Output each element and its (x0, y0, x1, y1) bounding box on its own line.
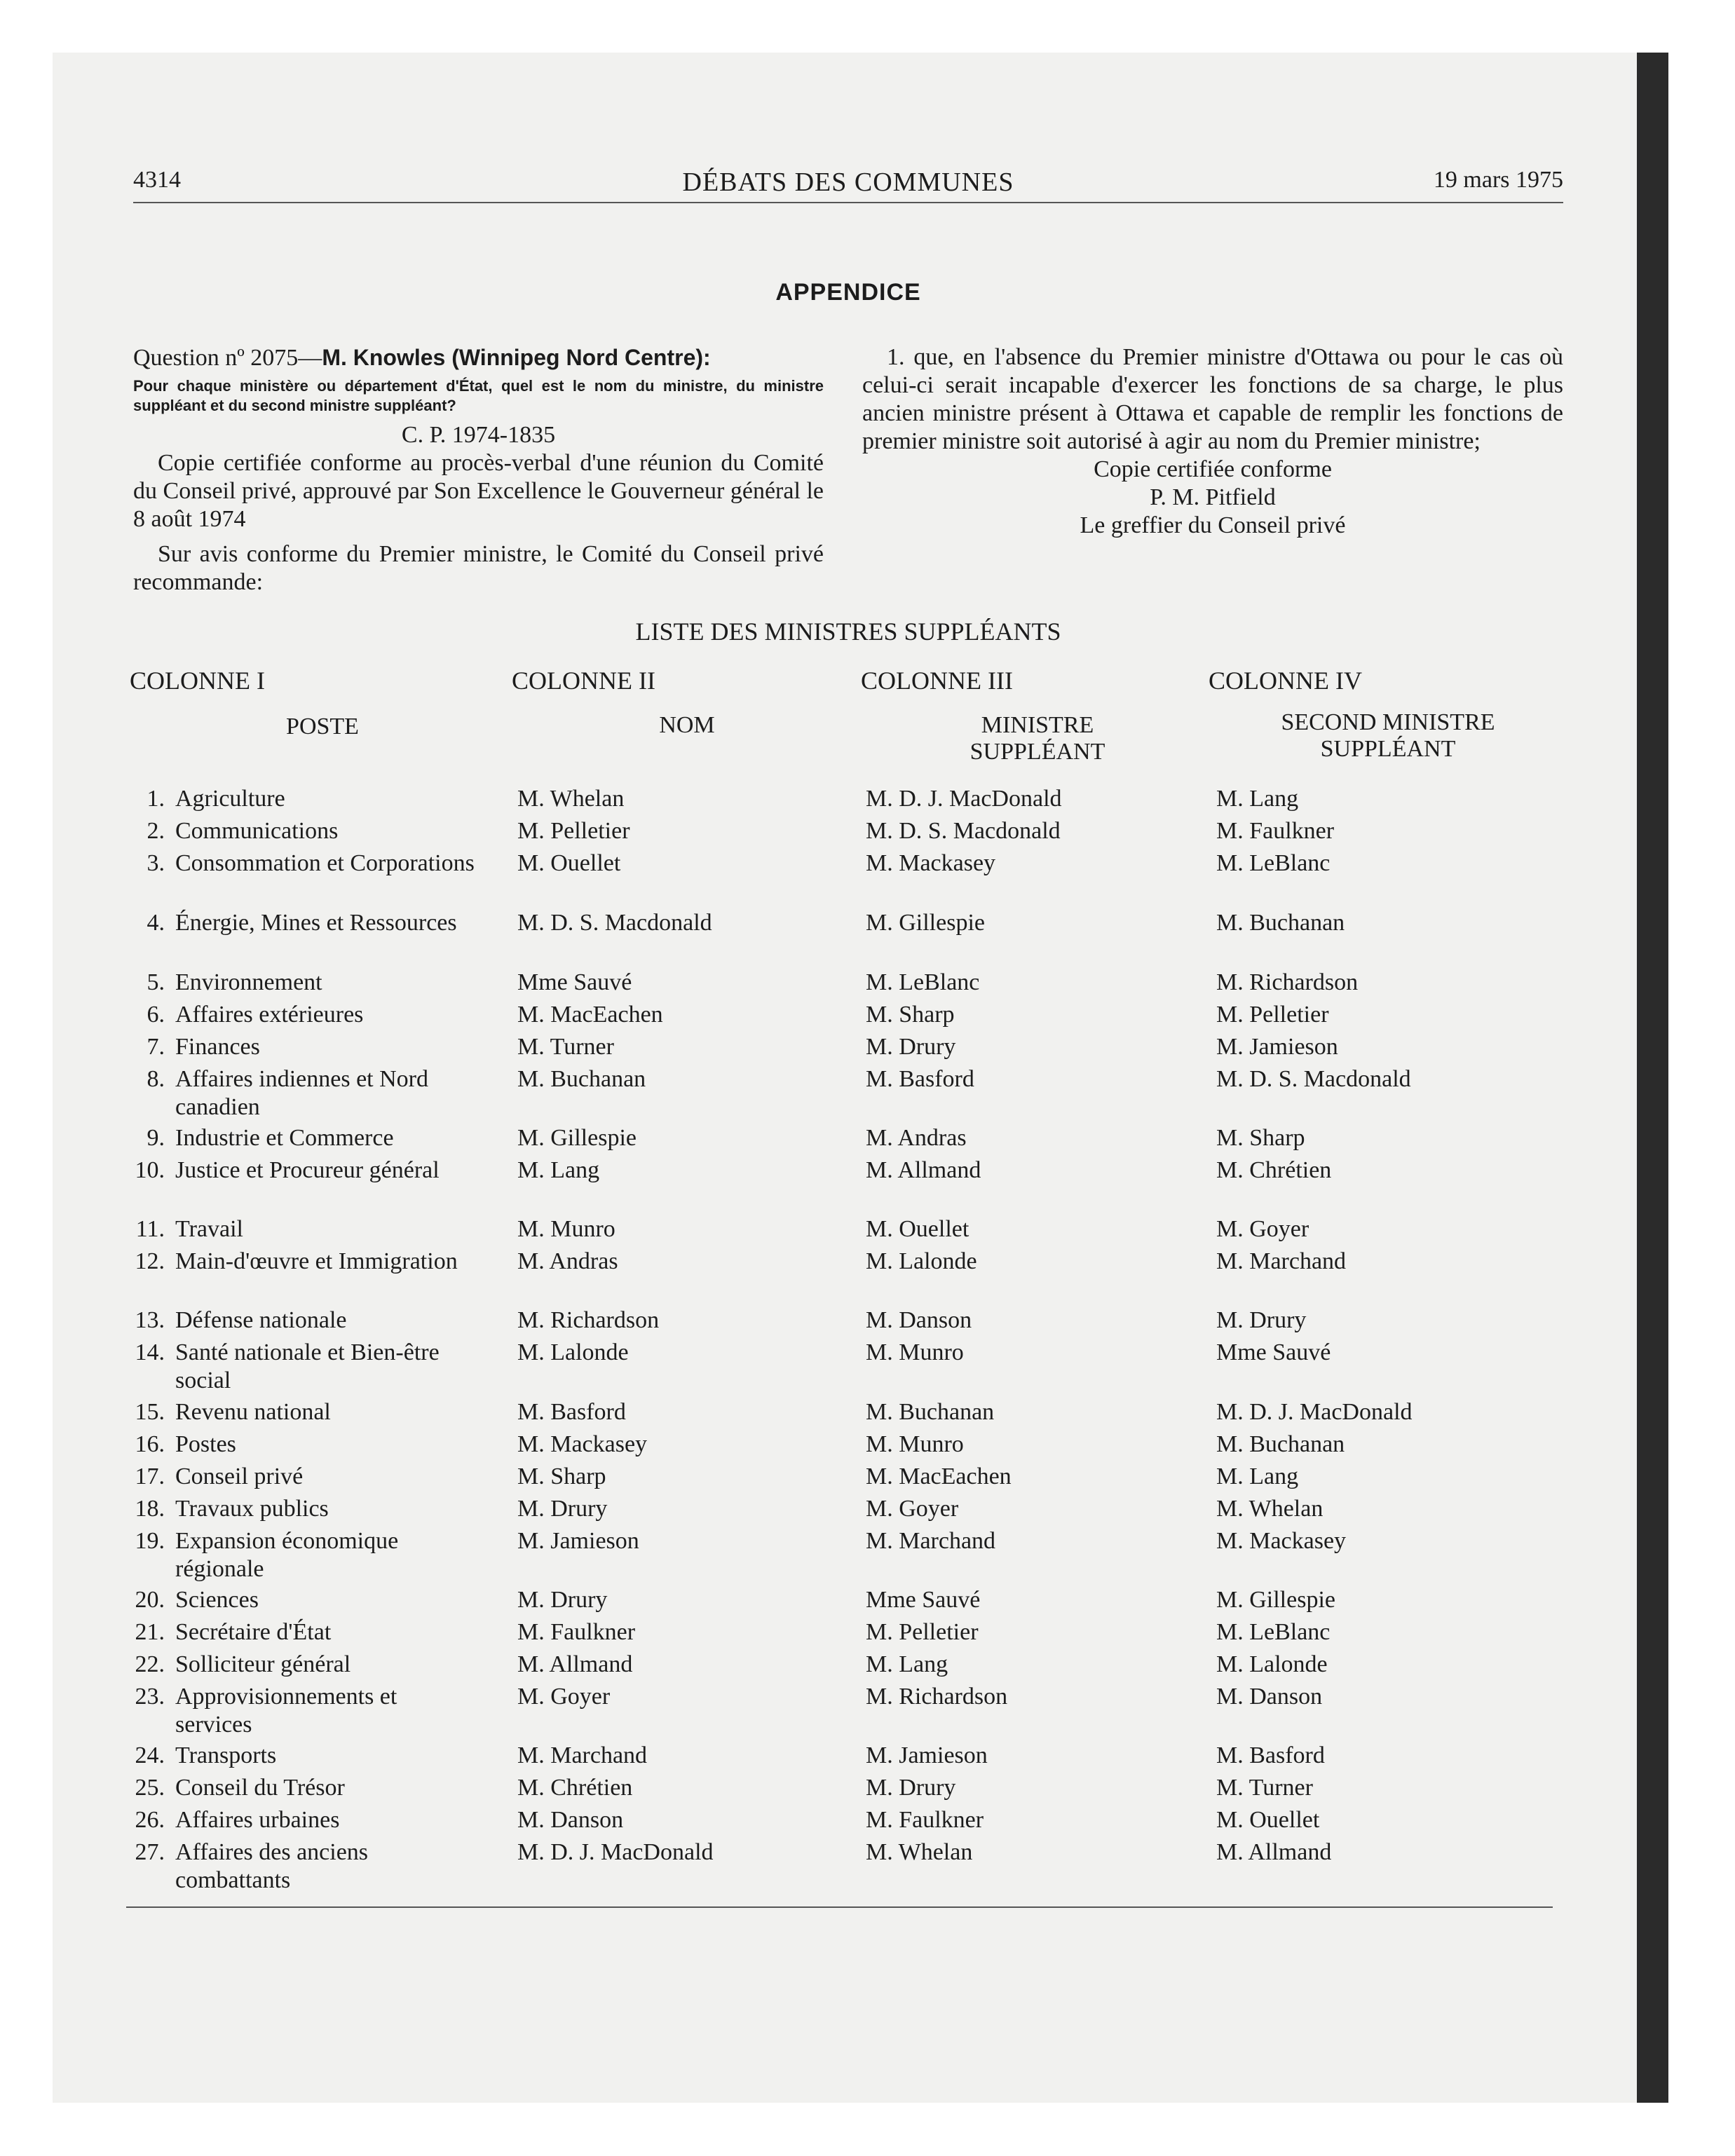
row-number: 2. (147, 818, 165, 844)
subheading-second-ministre-line1: SECOND MINISTRE (1281, 709, 1495, 735)
row-number: 9. (147, 1125, 165, 1151)
row-poste: Secrétaire d'État (175, 1619, 332, 1645)
row-second-suppleant: M. D. S. Macdonald (1216, 1066, 1411, 1092)
row-suppleant: M. Marchand (866, 1528, 996, 1554)
row-poste: Énergie, Mines et Ressources (175, 910, 457, 936)
row-second-suppleant: M. Buchanan (1216, 910, 1345, 936)
subheading-poste: POSTE (286, 714, 359, 739)
row-nom: M. Basford (517, 1399, 626, 1425)
row-nom: M. Faulkner (517, 1619, 636, 1645)
row-suppleant: M. Richardson (866, 1684, 1008, 1710)
row-second-suppleant: M. Buchanan (1216, 1431, 1345, 1457)
row-poste: Postes (175, 1431, 236, 1457)
row-poste: Défense nationale (175, 1307, 347, 1333)
row-poste: Sciences (175, 1587, 259, 1613)
row-poste: Conseil du Trésor (175, 1775, 345, 1801)
row-nom: M. Sharp (517, 1464, 606, 1489)
row-nom: M. Richardson (517, 1307, 660, 1333)
row-nom: M. D. J. MacDonald (517, 1839, 714, 1865)
row-suppleant: M. Jamieson (866, 1742, 988, 1768)
row-number: 12. (135, 1248, 165, 1274)
certification-line: Copie certifiée conforme (1094, 456, 1332, 482)
row-poste: Main-d'œuvre et Immigration (175, 1248, 458, 1274)
row-poste: Finances (175, 1034, 260, 1060)
row-second-suppleant: M. Jamieson (1216, 1034, 1338, 1060)
left-text-column (133, 343, 824, 596)
row-poste: Justice et Procureur général (175, 1157, 440, 1183)
row-second-suppleant: Mme Sauvé (1216, 1339, 1331, 1365)
row-poste: Solliciteur général (175, 1651, 351, 1677)
signatory-name: P. M. Pitfield (1150, 484, 1276, 510)
row-poste: Communications (175, 818, 339, 844)
row-nom: M. MacEachen (517, 1002, 663, 1028)
row-number: 6. (147, 1002, 165, 1028)
row-second-suppleant: M. Drury (1216, 1307, 1307, 1333)
row-suppleant: M. Faulkner (866, 1807, 984, 1833)
row-number: 20. (135, 1587, 165, 1613)
running-header (133, 167, 1563, 203)
row-nom: M. Drury (517, 1496, 608, 1522)
row-nom: M. Marchand (517, 1742, 648, 1768)
row-number: 23. (135, 1684, 165, 1710)
signatory-title: Le greffier du Conseil privé (1080, 512, 1346, 538)
row-suppleant: Mme Sauvé (866, 1587, 981, 1613)
row-number: 21. (135, 1619, 165, 1645)
subheading-nom: NOM (659, 712, 715, 738)
row-second-suppleant: M. Marchand (1216, 1248, 1347, 1274)
row-suppleant: M. Mackasey (866, 850, 996, 876)
column-heading-4: COLONNE IV (1209, 667, 1362, 695)
row-number: 4. (147, 910, 165, 936)
row-second-suppleant: M. Faulkner (1216, 818, 1335, 844)
row-second-suppleant: M. Danson (1216, 1684, 1323, 1710)
row-suppleant: M. D. J. MacDonald (866, 786, 1062, 812)
question-text: Pour chaque ministère ou département d'État, quel est le nom du ministre, du ministre suppléant et du second ministre suppléant? (133, 377, 824, 414)
subheading-second-ministre (1234, 709, 1542, 763)
row-second-suppleant: M. Basford (1216, 1742, 1325, 1768)
row-second-suppleant: M. Chrétien (1216, 1157, 1332, 1183)
row-nom: M. Pelletier (517, 818, 630, 844)
order-reference: C. P. 1974-1835 (401, 422, 556, 448)
row-nom: M. Drury (517, 1587, 608, 1613)
row-second-suppleant: M. Mackasey (1216, 1528, 1347, 1554)
row-suppleant: M. D. S. Macdonald (866, 818, 1061, 844)
row-poste: Travail (175, 1216, 243, 1242)
subheading-ministre-suppleant (911, 712, 1164, 765)
row-nom: M. Buchanan (517, 1066, 646, 1092)
row-suppleant: M. Allmand (866, 1157, 981, 1183)
row-poste: Conseil privé (175, 1464, 304, 1489)
row-poste: Affaires extérieures (175, 1002, 364, 1028)
row-suppleant: M. Munro (866, 1339, 964, 1365)
row-suppleant: M. Lalonde (866, 1248, 977, 1274)
scan-edge-shadow (1637, 53, 1668, 2103)
row-second-suppleant: M. Lang (1216, 786, 1299, 812)
row-number: 11. (135, 1216, 165, 1242)
right-text-column (862, 343, 1563, 540)
row-second-suppleant: M. LeBlanc (1216, 1619, 1331, 1645)
row-number: 26. (135, 1807, 165, 1833)
row-poste: Travaux publics (175, 1496, 329, 1522)
row-number: 10. (135, 1157, 165, 1183)
row-nom: M. Jamieson (517, 1528, 639, 1554)
row-number: 14. (135, 1339, 165, 1365)
row-second-suppleant: M. Lang (1216, 1464, 1299, 1489)
row-poste: Affaires urbaines (175, 1807, 340, 1833)
page-number: 4314 (133, 167, 181, 193)
row-number: 8. (147, 1066, 165, 1092)
row-poste: Industrie et Commerce (175, 1125, 394, 1151)
row-suppleant: M. Lang (866, 1651, 948, 1677)
issue-date: 19 mars 1975 (1433, 167, 1563, 193)
row-nom: M. Goyer (517, 1684, 611, 1710)
row-second-suppleant: M. D. J. MacDonald (1216, 1399, 1413, 1425)
row-second-suppleant: M. Pelletier (1216, 1002, 1329, 1028)
row-second-suppleant: M. Whelan (1216, 1496, 1324, 1522)
row-suppleant: M. MacEachen (866, 1464, 1012, 1489)
row-poste: Agriculture (175, 786, 285, 812)
appendice-heading: APPENDICE (775, 279, 921, 306)
subheading-ministre-suppleant-line2: SUPPLÉANT (969, 739, 1105, 765)
row-second-suppleant: M. Turner (1216, 1775, 1313, 1801)
row-suppleant: M. Gillespie (866, 910, 985, 936)
row-poste: Santé nationale et Bien-être social (175, 1339, 440, 1393)
row-nom: M. Lalonde (517, 1339, 629, 1365)
row-second-suppleant: M. Allmand (1216, 1839, 1332, 1865)
column-heading-1: COLONNE I (130, 667, 265, 695)
row-poste: Revenu national (175, 1399, 331, 1425)
row-poste: Environnement (175, 969, 322, 995)
row-second-suppleant: M. Ouellet (1216, 1807, 1320, 1833)
row-second-suppleant: M. Goyer (1216, 1216, 1309, 1242)
row-suppleant: M. Munro (866, 1431, 964, 1457)
row-poste: Transports (175, 1742, 277, 1768)
question-line (133, 343, 824, 372)
row-poste: Affaires des anciens combattants (175, 1839, 369, 1893)
row-nom: M. Danson (517, 1807, 624, 1833)
row-second-suppleant: M. Richardson (1216, 969, 1359, 995)
row-number: 22. (135, 1651, 165, 1677)
row-poste: Consommation et Corporations (175, 850, 475, 876)
row-number: 18. (135, 1496, 165, 1522)
row-suppleant: M. Pelletier (866, 1619, 979, 1645)
row-nom: M. Gillespie (517, 1125, 637, 1151)
row-nom: M. D. S. Macdonald (517, 910, 712, 936)
subheading-ministre-suppleant-line1: MINISTRE (981, 712, 1094, 738)
subheading-second-ministre-line2: SUPPLÉANT (1320, 736, 1456, 762)
row-nom: M. Mackasey (517, 1431, 648, 1457)
row-suppleant: M. Goyer (866, 1496, 959, 1522)
order-paragraph-1: Copie certifiée conforme au procès-verbal d'une réunion du Comité du Conseil privé, approuvé par Son Excellence le Gouverneur général le 8 août 1974 (133, 450, 824, 532)
row-number: 16. (135, 1431, 165, 1457)
row-number: 24. (135, 1742, 165, 1768)
row-suppleant: M. Whelan (866, 1839, 973, 1865)
row-number: 7. (147, 1034, 165, 1060)
row-poste: Expansion économique régionale (175, 1528, 399, 1582)
row-poste: Affaires indiennes et Nord canadien (175, 1066, 428, 1120)
row-number: 5. (147, 969, 165, 995)
row-nom: Mme Sauvé (517, 969, 632, 995)
row-suppleant: M. LeBlanc (866, 969, 980, 995)
row-number: 15. (135, 1399, 165, 1425)
order-paragraph-3: 1. que, en l'absence du Premier ministre d'Ottawa ou pour le cas où celui-ci serait incapable d'exercer les fonctions de sa charge, le plus ancien ministre présent à Ottawa et capable de remplir les fonctions de premier ministre soit autorisé à agir au nom du Premier ministre; (862, 344, 1563, 454)
column-heading-2: COLONNE II (512, 667, 655, 695)
row-number: 3. (147, 850, 165, 876)
row-nom: M. Ouellet (517, 850, 621, 876)
row-number: 19. (135, 1528, 165, 1554)
row-suppleant: M. Buchanan (866, 1399, 995, 1425)
row-suppleant: M. Drury (866, 1034, 956, 1060)
row-suppleant: M. Basford (866, 1066, 974, 1092)
row-nom: M. Munro (517, 1216, 615, 1242)
row-number: 13. (135, 1307, 165, 1333)
row-suppleant: M. Drury (866, 1775, 956, 1801)
row-number: 17. (135, 1464, 165, 1489)
row-nom: M. Whelan (517, 786, 625, 812)
order-paragraph-2: Sur avis conforme du Premier ministre, le Comité du Conseil privé recommande: (133, 541, 824, 595)
footer-rule (126, 1906, 1553, 1908)
row-nom: M. Turner (517, 1034, 614, 1060)
row-nom: M. Lang (517, 1157, 600, 1183)
row-poste: Approvisionnements et services (175, 1684, 397, 1738)
row-number: 27. (135, 1839, 165, 1865)
row-number: 1. (147, 786, 165, 812)
row-suppleant: M. Andras (866, 1125, 967, 1151)
row-number: 25. (135, 1775, 165, 1801)
row-second-suppleant: M. LeBlanc (1216, 850, 1331, 876)
row-second-suppleant: M. Sharp (1216, 1125, 1305, 1151)
row-nom: M. Chrétien (517, 1775, 633, 1801)
row-nom: M. Allmand (517, 1651, 633, 1677)
row-second-suppleant: M. Gillespie (1216, 1587, 1335, 1613)
question-author: M. Knowles (Winnipeg Nord Centre): (322, 345, 711, 370)
question-label: Question nº 2075— (133, 345, 322, 371)
row-suppleant: M. Danson (866, 1307, 972, 1333)
column-heading-3: COLONNE III (861, 667, 1013, 695)
row-suppleant: M. Ouellet (866, 1216, 969, 1242)
publication-title: DÉBATS DES COMMUNES (682, 168, 1014, 197)
row-suppleant: M. Sharp (866, 1002, 955, 1028)
row-nom: M. Andras (517, 1248, 618, 1274)
row-second-suppleant: M. Lalonde (1216, 1651, 1328, 1677)
list-title: LISTE DES MINISTRES SUPPLÉANTS (635, 618, 1061, 646)
